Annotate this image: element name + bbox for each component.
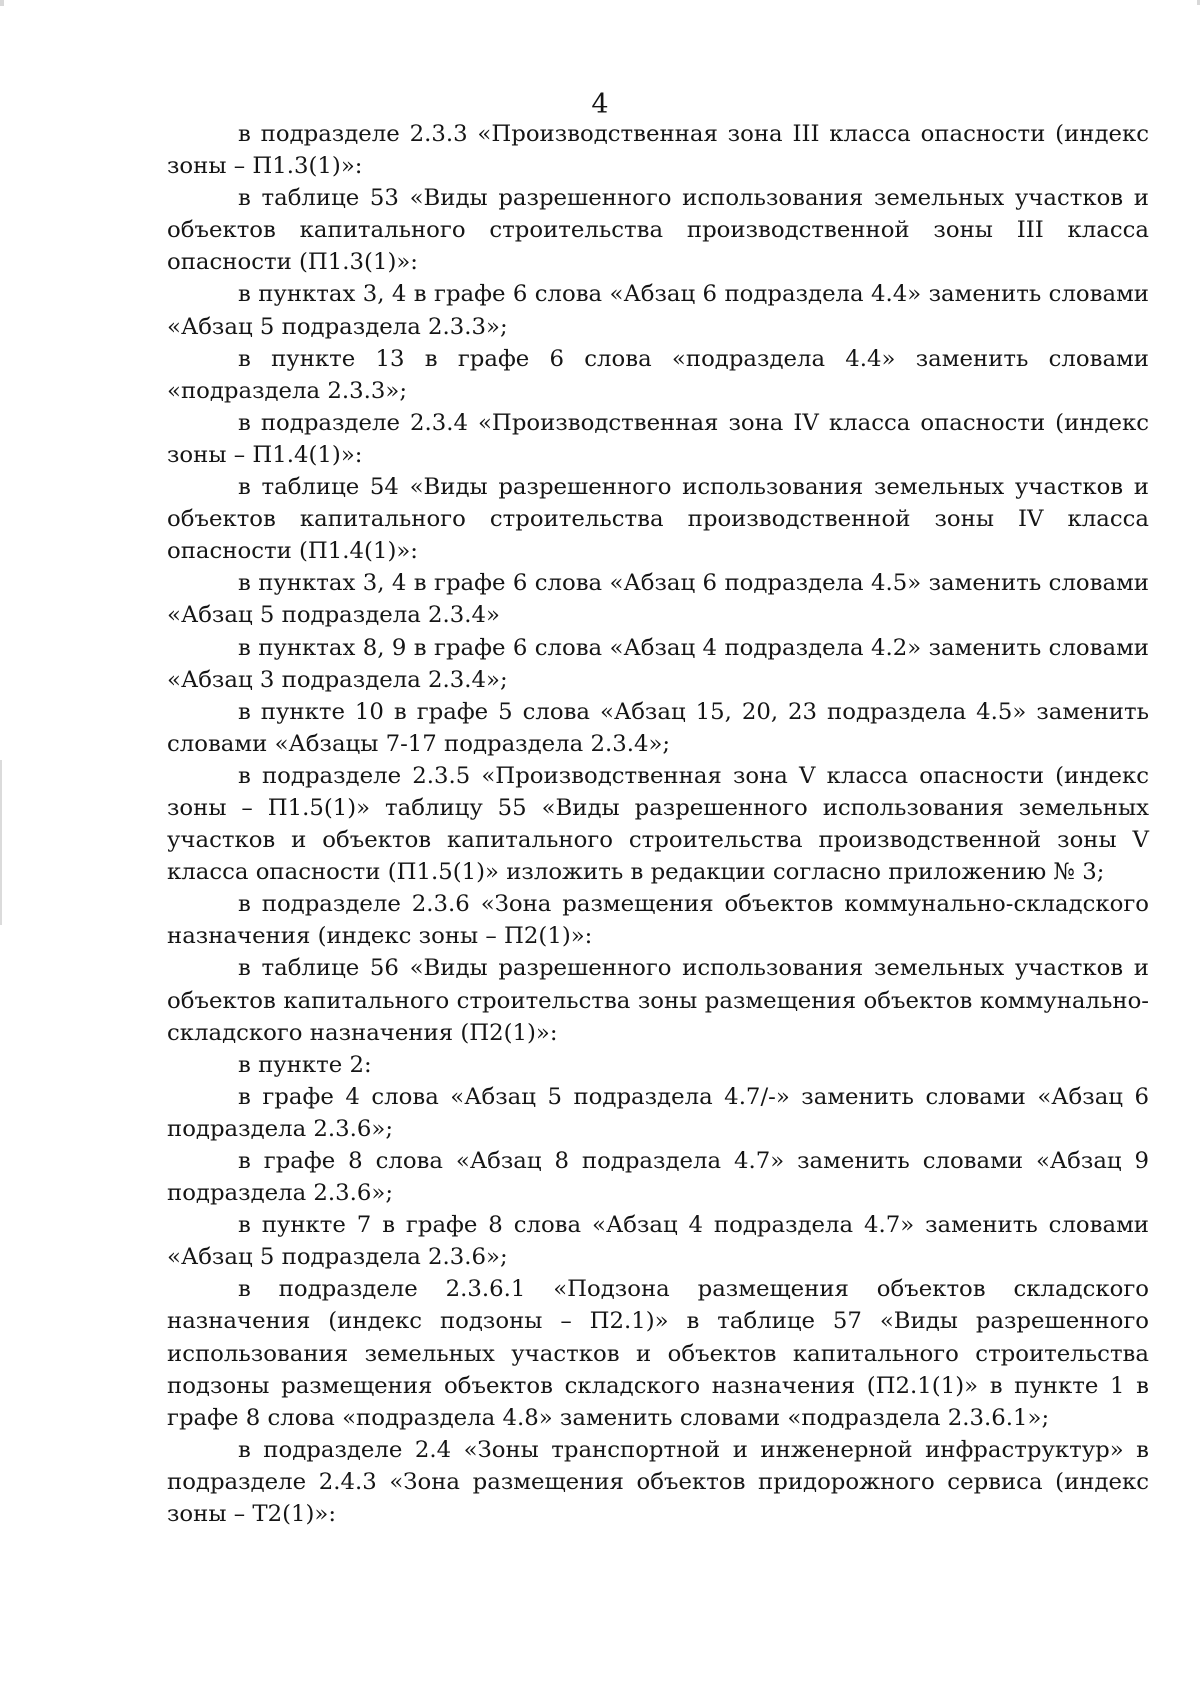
paragraph: в подразделе 2.3.6.1 «Подзона размещения объектов складского назначения (индекс подзоны – П2.1)» в таблице 57 «Виды разрешенного использования земельных участков и объектов капитального строительства подзоны размещения объектов складского назначения (П2.1(1)» в пункте 1 в графе 8 слова «подраздела 4.8» заменить словами «подраздела 2.3.6.1»; (167, 1276, 1149, 1431)
paragraph: в подразделе 2.3.5 «Производственная зона V класса опасности (индекс зоны – П1.5(1)» таблицу 55 «Виды разрешенного использования земельных участков и объектов капитального строительства производственной зоны V класса опасности (П1.5(1)» изложить в редакции согласно приложению № 3; (167, 762, 1149, 886)
paragraph: в пункте 10 в графе 5 слова «Абзац 15, 20, 23 подраздела 4.5» заменить словами «Абзацы 7-17 подраздела 2.3.4»; (167, 698, 1149, 757)
paragraph: в графе 8 слова «Абзац 8 подраздела 4.7» заменить словами «Абзац 9 подраздела 2.3.6»; (167, 1148, 1149, 1207)
scan-mark (0, 760, 2, 925)
paragraph: в графе 4 слова «Абзац 5 подраздела 4.7/-» заменить словами «Абзац 6 подраздела 2.3.6»; (167, 1083, 1149, 1142)
paragraph: в таблице 54 «Виды разрешенного использования земельных участков и объектов капитального строительства производственной зоны IV класса опасности (П1.4(1)»: (167, 474, 1149, 565)
document-body (167, 118, 1149, 1530)
paragraph: в подразделе 2.3.6 «Зона размещения объектов коммунально-складского назначения (индекс зоны – П2(1)»: (167, 891, 1149, 950)
paragraph: в подразделе 2.3.4 «Производственная зона IV класса опасности (индекс зоны – П1.4(1)»: (167, 409, 1149, 468)
page-number: 4 (591, 89, 609, 120)
paragraph: в таблице 56 «Виды разрешенного использования земельных участков и объектов капитального строительства зоны размещения объектов коммунально-складского назначения (П2(1)»: (167, 955, 1149, 1046)
paragraph: в подразделе 2.4 «Зоны транспортной и инженерной инфраструктур» в подразделе 2.4.3 «Зона размещения объектов придорожного сервиса (индекс зоны – Т2(1)»: (167, 1436, 1149, 1528)
paragraph: в пункте 7 в графе 8 слова «Абзац 4 подраздела 4.7» заменить словами «Абзац 5 подраздела 2.3.6»; (167, 1212, 1149, 1271)
paragraph: в пунктах 3, 4 в графе 6 слова «Абзац 6 подраздела 4.4» заменить словами «Абзац 5 подраздела 2.3.3»; (167, 281, 1149, 340)
scan-mark (0, 0, 4, 6)
paragraph: в пункте 2: (238, 1051, 372, 1078)
paragraph: в подразделе 2.3.3 «Производственная зона III класса опасности (индекс зоны – П1.3(1)»: (167, 121, 1149, 180)
paragraph: в таблице 53 «Виды разрешенного использования земельных участков и объектов капитального строительства производственной зоны III класса опасности (П1.3(1)»: (167, 185, 1149, 276)
paragraph: в пунктах 8, 9 в графе 6 слова «Абзац 4 подраздела 4.2» заменить словами «Абзац 3 подраздела 2.3.4»; (167, 634, 1149, 693)
paragraph: в пунктах 3, 4 в графе 6 слова «Абзац 6 подраздела 4.5» заменить словами «Абзац 5 подраздела 2.3.4» (167, 570, 1149, 629)
paragraph: в пункте 13 в графе 6 слова «подраздела 4.4» заменить словами «подраздела 2.3.3»; (167, 345, 1149, 404)
